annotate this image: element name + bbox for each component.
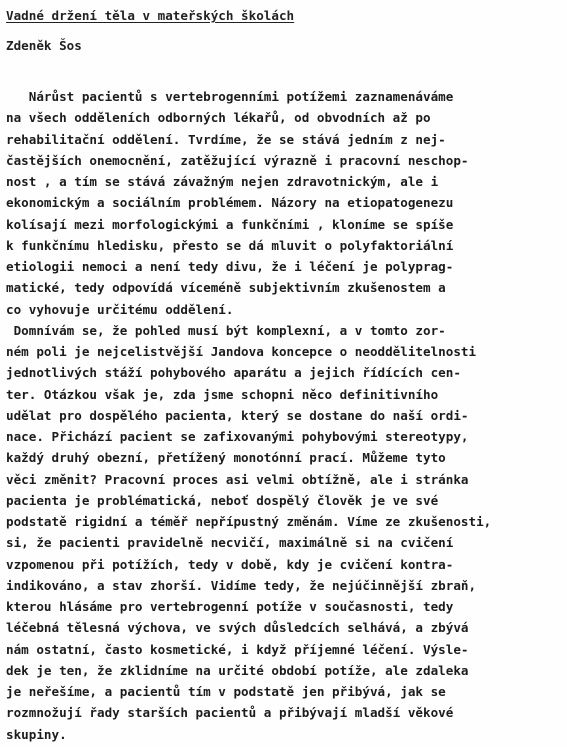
- body-text-line: rozmnožují řady starších pacientů a přibývají mladší věkové: [6, 705, 454, 721]
- body-text-line: nace. Přichází pacient se zafixovanými pohybovými stereotypy,: [6, 429, 469, 444]
- body-text-line: si, že pacienti pravidelně necvičí, maximálně si na cvičení: [6, 535, 454, 551]
- body-text-line: kolísají mezi morfologickými a funkčními , kloníme se spíše: [6, 216, 454, 232]
- body-text-line: udělat pro dospělého pacienta, který se dostane do naší ordi-: [6, 407, 469, 423]
- body-text-line: věci změnit? Pracovní proces asi velmi obtížně, ale i stránka: [6, 471, 469, 487]
- body-text-line: k funkčnímu hledisku, přesto se dá mluvit o polyfaktoriální: [6, 237, 454, 253]
- body-text-line: ném poli je nejcelistvější Jandova koncepce o neoddělitelnosti: [6, 344, 477, 359]
- body-text-line: je neřešíme, a pacientů tím v podstatě jen přibývá, jak se: [6, 684, 446, 699]
- body-text-line: Nárůst pacientů s vertebrogenními potížemi zaznamenáváme: [6, 89, 454, 104]
- body-text-line: nost , a tím se stává závažným nejen zdravotnickým, ale i: [6, 174, 439, 189]
- body-text-line: matické, tedy odpovídá víceméně subjektivním zkušenostem a: [6, 280, 446, 296]
- body-text-line: častějších onemocnění, zatěžující výrazně i pracovní neschop-: [6, 152, 469, 168]
- body-text-line: léčebná tělesná výchova, ve svých důsledcích selhává, a zbývá: [6, 620, 469, 636]
- body-text-line: každý druhý obezní, přetížený monotónní prací. Můžeme tyto: [6, 450, 446, 466]
- body-text-line: dek je ten, že zklidníme na určité období potíže, ale zdaleka: [6, 662, 469, 678]
- document-title: Vadné držení těla v mateřských školách: [6, 8, 295, 23]
- body-text-line: ekonomickým a sociálním problémem. Názory na etiopatogenezu: [6, 195, 454, 211]
- body-text-line: skupiny.: [6, 726, 67, 742]
- body-text-line: Domnívám se, že pohled musí být komplexní, a v tomto zor-: [6, 322, 446, 338]
- body-text-line: rehabilitační oddělení. Tvrdíme, že se stává jedním z nej-: [6, 131, 446, 147]
- body-text-line: etiologii nemoci a není tedy divu, že i léčení je polyprag-: [6, 259, 454, 274]
- body-text-line: na všech odděleních odborných lékařů, od obvodních až po: [6, 110, 431, 126]
- body-text-line: kterou hlásáme pro vertebrogenní potíže v současnosti, tedy: [6, 599, 454, 614]
- body-text-line: indikováno, a stav zhorší. Vidíme tedy, že nejúčinnější zbraň,: [6, 577, 477, 593]
- body-text-line: nám ostatní, často kosmetické, i když příjemné léčení. Výsle-: [6, 641, 469, 657]
- body-text-line: vzpomenou při potížích, tedy v době, kdy je cvičení kontra-: [6, 556, 454, 572]
- body-text-line: co vyhovuje určitému oddělení.: [6, 301, 234, 317]
- body-text-line: podstatě rigidní a téměř nepřípustný změnám. Víme ze zkušenosti,: [6, 514, 492, 529]
- body-text-line: ter. Otázkou však je, zda jsme schopni něco definitivního: [6, 386, 439, 402]
- document-author: Zdeněk Šos: [6, 38, 82, 53]
- body-text-line: pacienta je problématická, neboť dospělý člověk je ve své: [6, 492, 439, 508]
- body-text-line: jednotlivých stáží pohybového aparátu a jejich řídících cen-: [6, 365, 461, 381]
- document-body: [6, 86, 491, 745]
